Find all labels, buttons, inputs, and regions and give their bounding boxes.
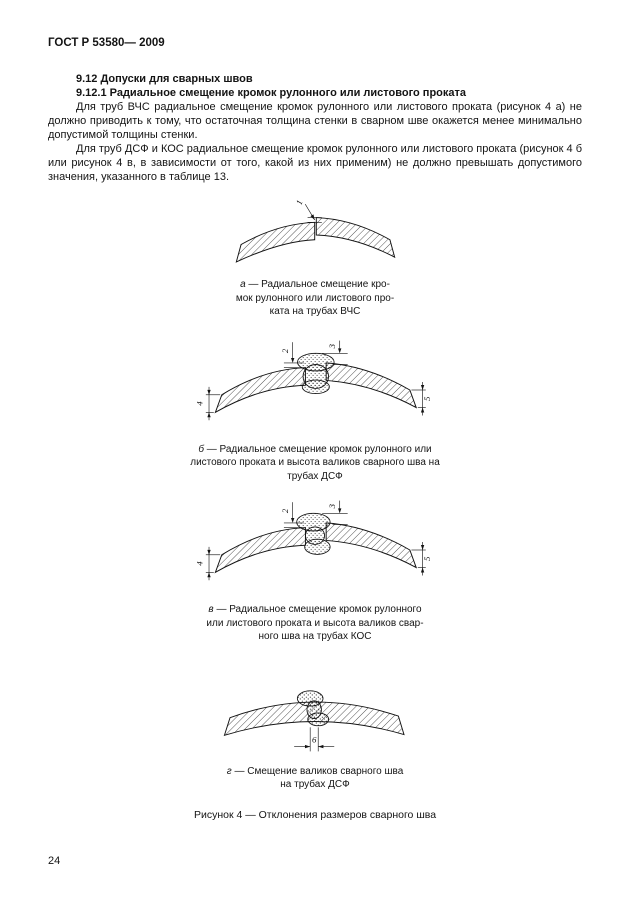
dimension-1-label: 1 xyxy=(293,198,305,207)
pipe-wall-left-section xyxy=(215,528,305,573)
figure-b-caption-line-3: трубах ДСФ xyxy=(287,470,343,482)
dimension-2-label: 2 xyxy=(279,348,290,353)
figure-a-letter: а xyxy=(240,279,246,290)
figure-b xyxy=(48,339,582,441)
dimension-5-label: 5 xyxy=(421,396,432,401)
figure-a-caption-line-3: ката на трубах ВЧС xyxy=(269,306,361,317)
figure-v-caption xyxy=(48,603,582,644)
figure-g-caption xyxy=(48,765,582,792)
dimension-2-label: 2 xyxy=(279,508,290,514)
figure-v xyxy=(48,499,582,601)
figure-v-caption-line-1 xyxy=(48,603,582,617)
section-heading-9-12-1: 9.12.1 Радиальное смещение кромок рулонного или листового проката xyxy=(76,87,467,99)
figure-g-caption-line-1 xyxy=(48,765,582,779)
figure-b-caption-line-2: листового проката и высота валиков сварного шва на xyxy=(190,457,440,468)
weld-bead-inner xyxy=(302,380,329,394)
figure-v-caption-line-2: или листового проката и высота валиков свар- xyxy=(206,617,424,629)
page-number: 24 xyxy=(48,855,61,867)
dimension-5-label: 5 xyxy=(421,556,432,561)
figure-a xyxy=(48,197,582,273)
figure-v-letter: в xyxy=(208,604,214,615)
figure-g-letter: г xyxy=(226,765,232,777)
weld-bead-outer xyxy=(297,353,334,371)
figure-g-drawing xyxy=(217,668,413,761)
figure-v-caption-text: — Радиальное смещение кромок рулонного xyxy=(216,604,422,615)
figure-g xyxy=(48,668,582,761)
figure-a-caption-text: — Радиальное смещение кро- xyxy=(248,279,390,290)
pipe-wall-right-section xyxy=(326,362,416,407)
dimension-4-label: 4 xyxy=(194,561,205,566)
weld-bead-inner xyxy=(308,712,329,725)
figure-v-caption-line-3: ного шва на трубах КОС xyxy=(258,631,372,642)
pipe-wall-right-section xyxy=(326,523,416,568)
weld-bead-outer xyxy=(297,690,323,705)
weld-bead-outer xyxy=(297,513,330,531)
figure-b-caption-line-1 xyxy=(48,443,582,457)
figure-b-caption xyxy=(48,443,582,484)
dimension-3-label: 3 xyxy=(326,503,337,509)
dimension-1-arrow xyxy=(310,214,314,220)
figure-g-caption-text: — Смещение валиков сварного шва xyxy=(234,765,404,777)
paragraph-dsf-kos: Для труб ДСФ и КОС радиальное смещение кромок рулонного или листового проката (рисунок 4 б или рисунок 4 в, в зависимости от того, какой из них применим) не должно превышать допустимого значения, указанного в таблице 13. xyxy=(48,143,582,183)
figure-a-caption-line-2: мок рулонного или листового про- xyxy=(235,292,395,304)
figure-b-caption-text: — Радиальное смещение кромок рулонного или xyxy=(206,443,432,455)
pipe-wall-left-section xyxy=(236,222,314,262)
section-heading-9-12: 9.12 Допуски для сварных швов xyxy=(76,73,253,85)
pipe-wall-right-section xyxy=(316,218,394,258)
dimension-3-label: 3 xyxy=(326,343,337,348)
weld-bead-inner xyxy=(305,539,331,554)
figure-b-letter: б xyxy=(198,443,204,455)
figure-a-drawing xyxy=(228,197,403,273)
document-body xyxy=(48,72,582,822)
figure-g-caption-line-2: на трубах ДСФ xyxy=(280,779,350,790)
dimension-6-arrows xyxy=(305,744,323,747)
figure-a-caption-line-1 xyxy=(48,278,582,292)
paragraph-vchs: Для труб ВЧС радиальное смещение кромок рулонного или листового проката (рисунок 4 а) не должно приводить к тому, что остаточная толщина стенки в сварном шве окажется менее минимально допустимой толщины стенки. xyxy=(48,101,582,141)
figure-a-caption xyxy=(48,278,582,319)
document-code: ГОСТ Р 53580— 2009 xyxy=(48,37,165,49)
pipe-wall-left-section xyxy=(215,367,305,412)
figure-b-drawing xyxy=(193,339,437,441)
figure-v-drawing xyxy=(193,499,437,601)
figure-4-main-caption: Рисунок 4 — Отклонения размеров сварного шва xyxy=(193,808,437,821)
dimension-4-label: 4 xyxy=(194,400,205,406)
dimension-6-label: 6 xyxy=(311,734,317,745)
